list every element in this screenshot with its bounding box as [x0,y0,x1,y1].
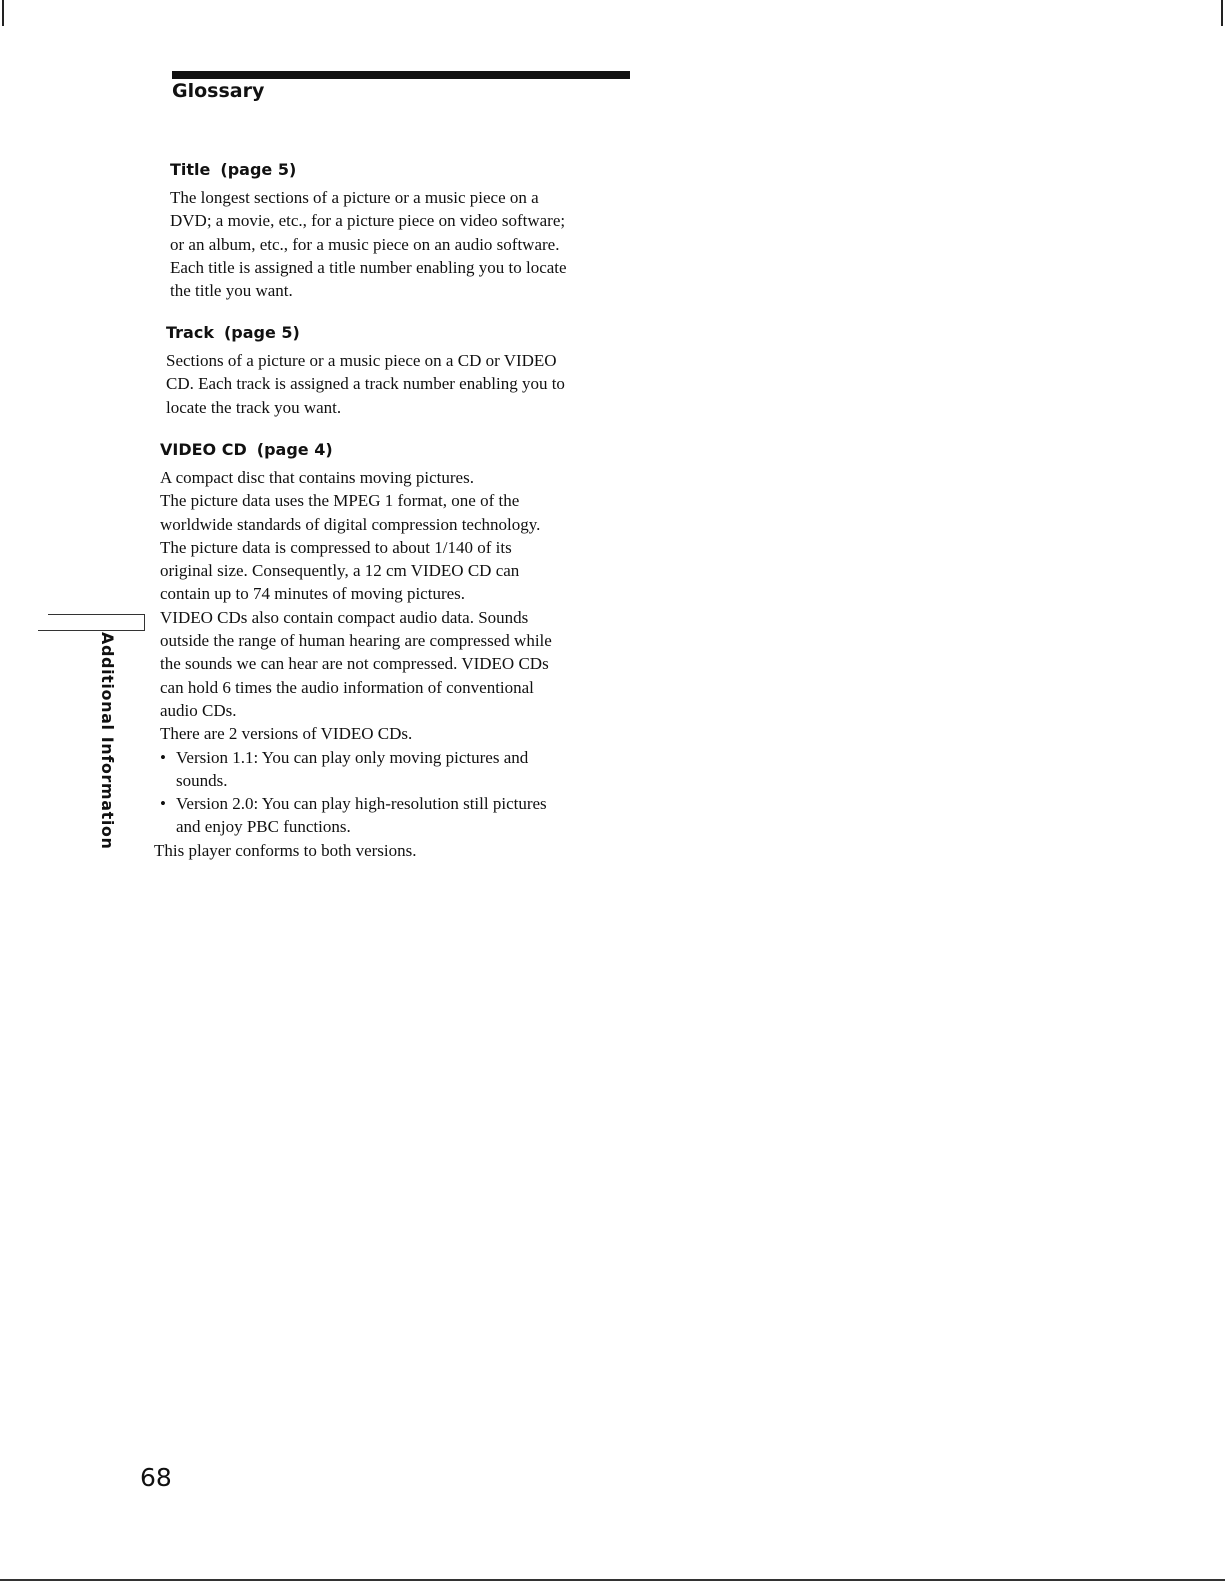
definition-line: CD. Each track is assigned a track number enabling you to [166,374,565,394]
definition-line: the title you want. [170,281,293,301]
page-edge-bottom [0,1579,1225,1581]
term-label: Track [166,323,214,342]
term-label: Title [170,160,211,179]
glossary-entry-video-cd [154,438,660,862]
definition-line: VIDEO CDs also contain compact audio data. Sounds [160,607,529,627]
definition-line: can hold 6 times the audio information of conventional [160,677,534,697]
definition-line: the sounds we can hear are not compressed. VIDEO CDs [160,654,549,674]
glossary-entry-track [166,321,646,419]
page-edge-left [2,0,4,26]
definition-line: The longest sections of a picture or a music piece on a [170,188,539,207]
closing-line: This player conforms to both versions. [154,840,417,860]
bullet-line: Version 1.1: You can play only moving pictures and [176,747,529,767]
definition-line: locate the track you want. [166,397,342,417]
definition-line: A compact disc that contains moving pictures. [160,468,474,487]
page-reference: (page 5) [220,160,297,179]
definition-line: The picture data is compressed to about 1/140 of its [160,537,512,557]
version-bullet [160,792,660,839]
page-title: Glossary [172,80,265,102]
definition-line: Each title is assigned a title number enabling you to locate [170,257,567,277]
glossary-term [160,438,660,462]
bullet-dot-icon: • [160,794,166,814]
term-label: VIDEO CD [160,440,247,459]
bullet-line: sounds. [176,770,228,790]
bullet-dot-icon: • [160,747,166,767]
page-reference: (page 4) [256,440,333,459]
definition-line: Sections of a picture or a music piece on a CD or VIDEO [166,351,557,370]
definition-line: contain up to 74 minutes of moving pictures. [160,584,466,604]
definition-line: original size. Consequently, a 12 cm VIDEO CD can [160,561,520,581]
definition-line: audio CDs. [160,700,237,720]
definition-line: worldwide standards of digital compression technology. [160,514,541,534]
version-bullet [160,746,660,793]
glossary-term [166,321,646,345]
definition-line: The picture data uses the MPEG 1 format, one of the [160,491,520,511]
bullet-line: and enjoy PBC functions. [176,817,351,837]
page-number: 68 [140,1463,172,1492]
definition-line: There are 2 versions of VIDEO CDs. [160,724,413,744]
glossary-term [170,158,650,182]
definition-line: outside the range of human hearing are compressed while [160,631,552,651]
page-reference: (page 5) [223,323,300,342]
side-tab-label: Additional Information [98,632,117,850]
header-rule [172,71,630,79]
side-tab-marker [38,614,145,634]
page-edge-right [1221,0,1223,26]
definition-line: or an album, etc., for a music piece on an audio software. [170,234,560,254]
bullet-line: Version 2.0: You can play high-resolution still pictures [176,794,547,814]
glossary-entry-title [170,158,650,302]
definition-line: DVD; a movie, etc., for a picture piece on video software; [170,211,566,231]
